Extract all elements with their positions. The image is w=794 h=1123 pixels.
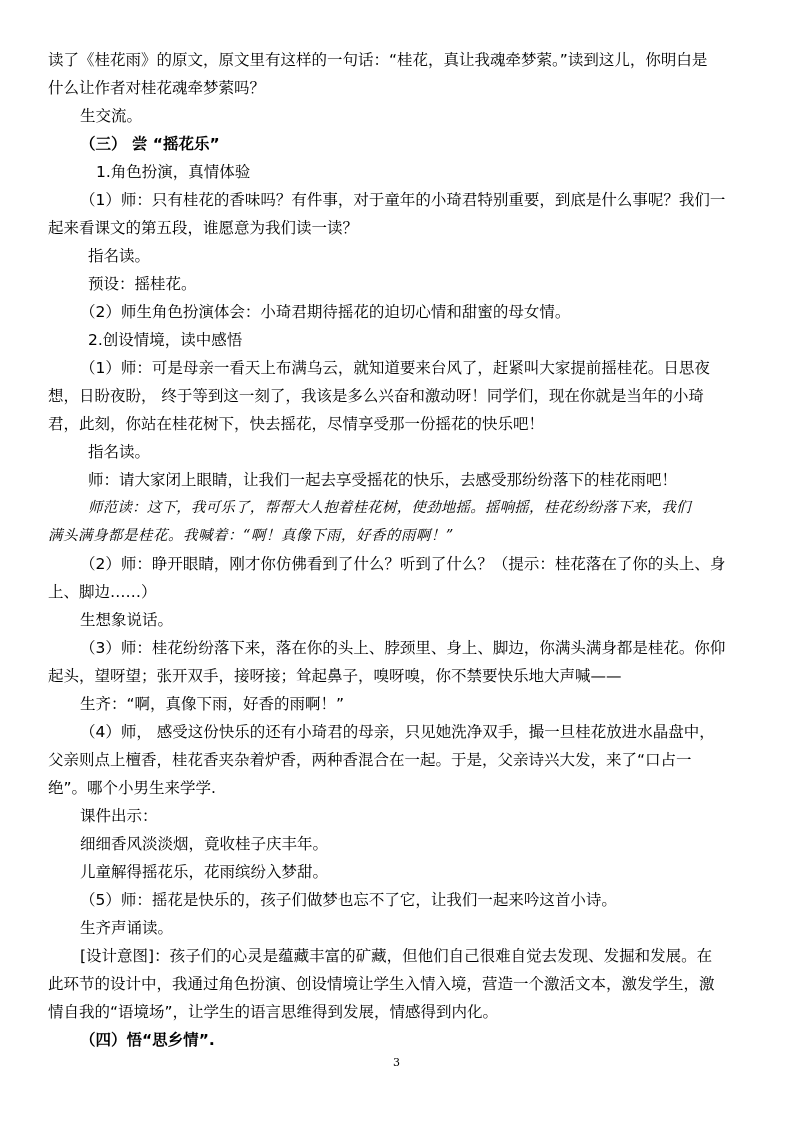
poem-line: 儿童解得摇花乐，花雨缤纷入梦甜。 — [80, 863, 329, 881]
paragraph-line: （2）师生角色扮演体会：小琦君期待摇花的迫切心情和甜蜜的母女情。 — [80, 303, 571, 321]
paragraph-line: [设计意图]：孩子们的心灵是蕴藏丰富的矿藏，但他们自己很难自觉去发现、发掘和发展。在 — [80, 947, 713, 965]
paragraph-line: 生想象说话。 — [80, 611, 174, 629]
paragraph-line: （2）师：睁开眼睛，刚才你仿佛看到了什么？听到了什么？（提示：桂花落在了你的头上、身 — [80, 555, 726, 573]
handwritten-line: 满头满身都是桂花。我喊着：“啊！真像下雨，好香的雨啊！” — [48, 528, 454, 544]
paragraph-line: 想，日盼夜盼， 终于等到这一刻了，我该是多么兴奋和激动呀！同学们，现在你就是当年的小琦 — [48, 387, 704, 405]
paragraph-line: 读了《桂花雨》的原文，原文里有这样的一句话：“桂花，真让我魂牵梦萦。”读到这儿，你明白是 — [48, 51, 708, 69]
paragraph-line: 生齐：“啊，真像下雨，好香的雨啊！” — [80, 695, 345, 713]
paragraph-line: 情自我的“语境场”，让学生的语言思维得到发展，情感得到内化。 — [48, 1003, 499, 1021]
paragraph-line: 绝”。哪个小男生来学学. — [48, 779, 216, 797]
poem-line: 细细香风淡淡烟，竟收桂子庆丰年。 — [80, 835, 329, 853]
paragraph-line: 生齐声诵读。 — [80, 919, 174, 937]
paragraph-line: （3）师：桂花纷纷落下来，落在你的头上、脖颈里、身上、脚边，你满头满身都是桂花。你仰 — [80, 639, 726, 657]
paragraph-line: 指名读。 — [88, 443, 151, 461]
paragraph-line: （4）师， 感受这份快乐的还有小琦君的母亲，只见她洗净双手，撮一旦桂花放进水晶盘中， — [80, 723, 715, 741]
paragraph-line: 课件出示： — [80, 807, 158, 825]
paragraph-line: 师：请大家闭上眼睛，让我们一起去享受摇花的快乐，去感受那纷纷落下的桂花雨吧！ — [88, 471, 678, 489]
paragraph-line: 起头，望呀望；张开双手，接呀接；耸起鼻子，嗅呀嗅，你不禁要快乐地大声喊—— — [48, 667, 622, 685]
handwritten-line: 师范读：这下，我可乐了，帮帮大人抱着桂花树，使劲地摇。摇响摇，桂花纷纷落下来，我们 — [88, 500, 691, 516]
paragraph-line: 起来看课文的第五段，谁愿意为我们读一读？ — [48, 219, 359, 237]
paragraph-line: 此环节的设计中，我通过角色扮演、创设情境让学生入情入境，营造一个激活文本，激发学生，激 — [48, 975, 715, 993]
section-heading: （三） 尝 “摇花乐” — [80, 135, 220, 153]
paragraph-line: （1）师：只有桂花的香味吗？有件事，对于童年的小琦君特别重要，到底是什么事呢？我们一 — [80, 191, 726, 209]
paragraph-line: 生交流。 — [80, 107, 143, 125]
paragraph-line: 预设：摇桂花。 — [88, 275, 197, 293]
section-heading: （四）悟“思乡情”. — [80, 1031, 215, 1049]
paragraph-line: （5）师：摇花是快乐的，孩子们做梦也忘不了它，让我们一起来吟这首小诗。 — [80, 891, 617, 909]
paragraph-line: 什么让作者对桂花魂牵梦萦吗？ — [48, 79, 266, 97]
paragraph-line: （1）师：可是母亲一看天上布满乌云，就知道要来台风了，赶紧叫大家提前摇桂花。日思夜 — [80, 359, 710, 377]
paragraph-line: 父亲则点上檀香，桂花香夹杂着炉香，两种香混合在一起。于是，父亲诗兴大发，来了“口占一 — [48, 751, 692, 769]
paragraph-line: 君，此刻，你站在桂花树下，快去摇花，尽情享受那一份摇花的快乐吧！ — [48, 415, 545, 433]
paragraph-line: 指名读。 — [88, 247, 151, 265]
paragraph-line: 上、脚边……） — [48, 583, 157, 601]
subsection-heading: 2.创设情境，读中感悟 — [88, 331, 243, 349]
subsection-heading: 1.角色扮演，真情体验 — [96, 163, 251, 181]
page-number: 3 — [393, 1056, 400, 1069]
